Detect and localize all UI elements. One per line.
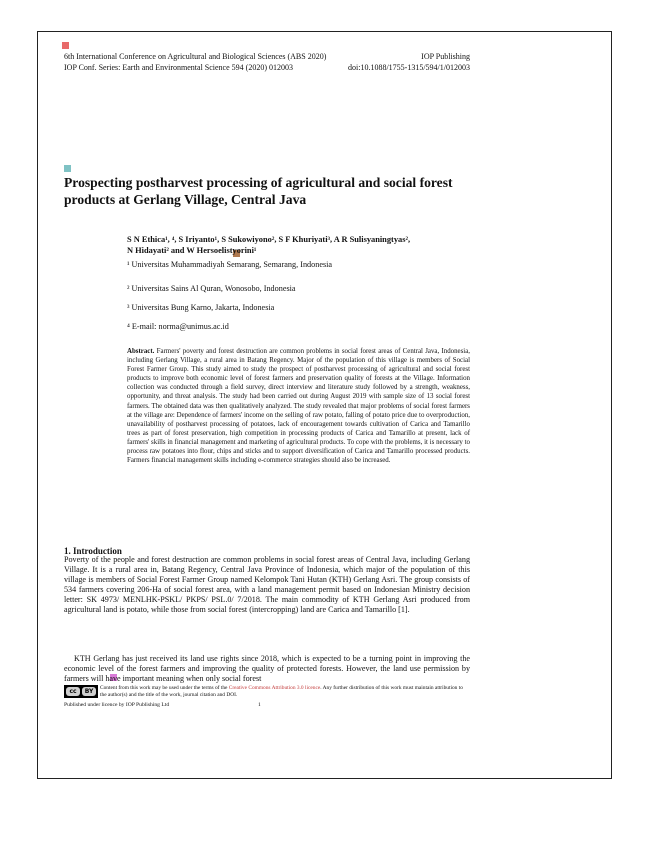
conference-name: 6th International Conference on Agricultural and Biological Sciences (ABS 2020) xyxy=(64,52,327,61)
region-marker-2 xyxy=(64,165,71,172)
authors-line-1: S N Ethica¹, ⁴, S Iriyanto¹, S Sukowiyono², S F Khuriyati³, A R Sulisyaningtyas², xyxy=(127,235,411,244)
abstract-text: Farmers' poverty and forest destruction are common problems in social forest areas of Central Java, Indonesia, including Gerlang Village, a rural area in Batang Regency. Major of the population of this village is members of Social Forest Farmer Group. This study aimed to study the prospect of postharvest processing of agricultural and social forest products to improve both economic level of forest farmers and preservation quality of forests at the Village. Information collection was conducted through a field survey, direct interview and literature study followed by a strength, weakness, opportunity, and threat analysis. The study had been carried out during August 2019 with sample size of 13 social forest farmers. The obtained data was then qualitatively analyzed. The study revealed that major problems of social forest farmers at the village are: Dependence of farmers' income on the selling of raw potato, falling of potato price due to overproduction, unavailability of postharvest processing of potatoes, lack of encouragement towards cultivation of Carica and Tamarillo trees as part of forest preservation, high competition in processing products of Carica and Tamarillo at present, lack of farmers' skills in financial management and marketing of agricultural products. To cope with the problems, it is necessary to process raw potatoes into flour, chips and sticks and to support diversification of Carica and Tamarillo processed products. Farmers financial management skills including e-commerce strategies should also be increased. xyxy=(127,348,470,465)
affiliation-2: ² Universitas Sains Al Quran, Wonosobo, Indonesia xyxy=(127,284,296,293)
by-icon: BY xyxy=(82,687,96,696)
publisher-line: Published under licence by IOP Publishing Ltd xyxy=(64,702,170,708)
license-link[interactable]: Creative Commons Attribution 3.0 licence xyxy=(228,685,321,691)
abstract-label: Abstract. xyxy=(127,348,155,355)
section-heading: 1. Introduction xyxy=(64,546,122,556)
page-number: 1 xyxy=(258,702,261,708)
doi: doi:10.1088/1755-1315/594/1/012003 xyxy=(348,63,470,72)
publisher-name: IOP Publishing xyxy=(421,52,470,61)
cc-icon: cc xyxy=(66,687,80,696)
affiliation-3: ³ Universitas Bung Karno, Jakarta, Indonesia xyxy=(127,303,275,312)
running-header-top xyxy=(64,52,470,62)
license-footer xyxy=(64,685,470,715)
intro-paragraph-1: Poverty of the people and forest destruction are common problems in social forest areas of Central Java, including Gerlang Village. It is a rural area in, Batang Regency, Central Java Province of Indonesia, which major of the population of this village is members of Social Forest Farmer Group named Kelompok Tani Hutan (KTH) Gerlang Asri. The group consists of 534 farmers covering 206-Ha of social forest area, with a land management permit based on Indonesian Ministry decision letter: SK 4973/ MENLHK-PSKL/ PKPS/ PSL.0/ 7/2018. The main commodity of KTH Gerlang Asri produced from agricultural land is potato, while those from social forest (intercropping) land are Carica and Tamarillo [1]. xyxy=(64,555,470,614)
intro-paragraph-2: KTH Gerlang has just received its land use rights since 2018, which is expected to be a turning point in improving the economic level of the forest farmers and improving the quality of protected forests. However, the land use permission by farmers will have important meaning when only social forest xyxy=(64,654,470,683)
paper-title: Prospecting postharvest processing of agricultural and social forest products at Gerlang Village, Central Java xyxy=(64,175,453,207)
affiliation-1: ¹ Universitas Muhammadiyah Semarang, Semarang, Indonesia xyxy=(127,260,333,269)
running-header-bottom xyxy=(64,63,470,73)
authors-line-2: N Hidayati² and W Hersoelistyorini¹ xyxy=(127,246,257,255)
license-text-b: . Any further distribution of this work must maintain attribution to the author(s) and the title of the work, journal citation and DOI. xyxy=(100,685,463,698)
abstract xyxy=(127,347,470,465)
license-text xyxy=(100,685,470,699)
contact-email: ⁴ E-mail: norma@unimus.ac.id xyxy=(127,322,229,331)
creative-commons-icon xyxy=(64,685,98,698)
region-marker-1 xyxy=(62,42,69,49)
license-text-a: Content from this work may be used under the terms of the xyxy=(100,685,229,691)
author-list xyxy=(127,234,470,256)
series-citation: IOP Conf. Series: Earth and Environmental Science 594 (2020) 012003 xyxy=(64,63,293,72)
